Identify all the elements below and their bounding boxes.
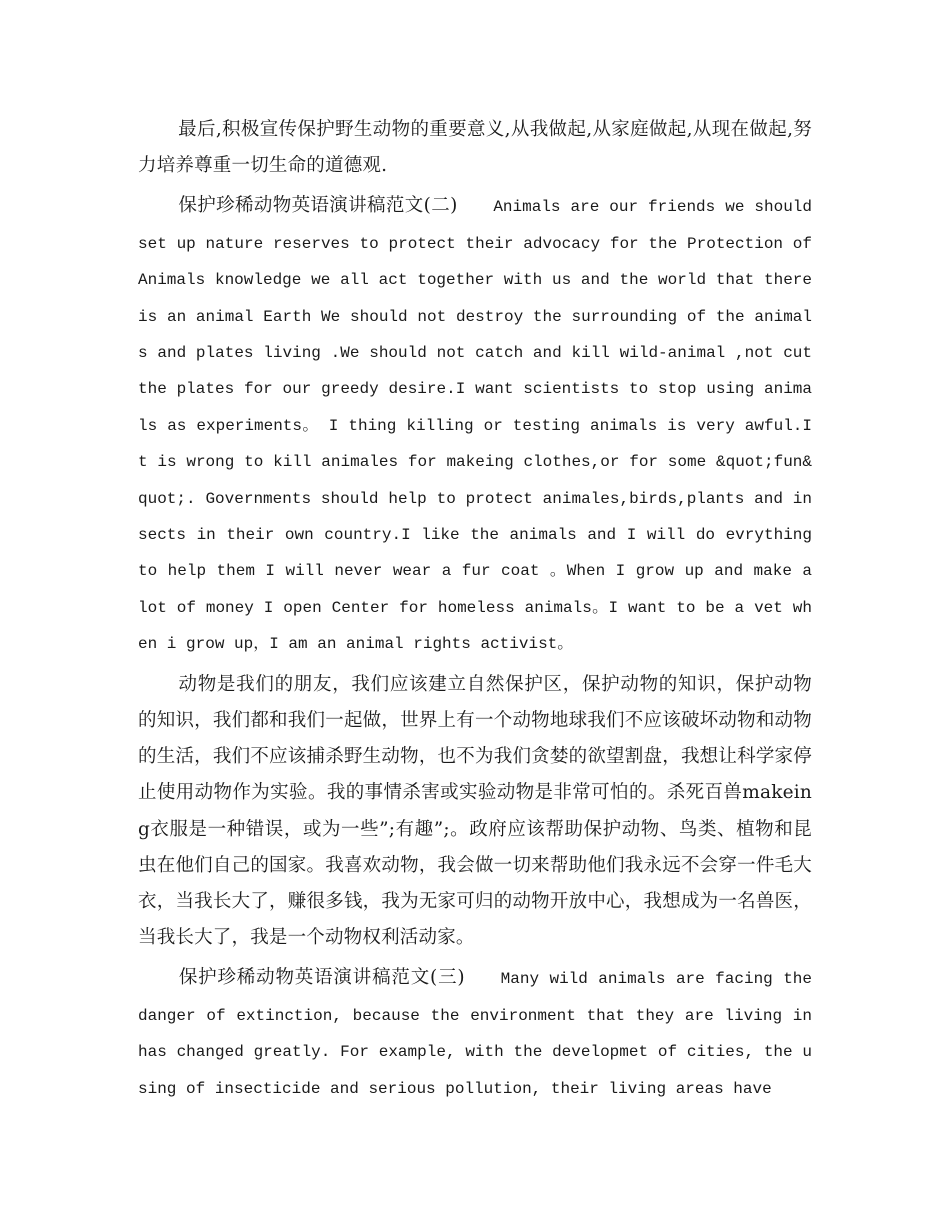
paragraph-text: Many wild animals are facing the danger of extinction, because the environment that they are living in has changed greatly. For example, with the developmet of cities, the using of insecticide and serious pollution, their living areas have [138,970,813,1098]
section-heading: 保护珍稀动物英语演讲稿范文(二) [178,195,458,217]
paragraph-text: 最后,积极宣传保护野生动物的重要意义,从我做起,从家庭做起,从现在做起,努力培养尊重一切生命的道德观. [138,119,812,177]
paragraph-text: 动物是我们的朋友，我们应该建立自然保护区，保护动物的知识，保护动物的知识，我们都和我们一起做，世界上有一个动物地球我们不应该破坏动物和动物的生活，我们不应该捕杀野生动物，也不为我们贪婪的欲望割盘，我想让科学家停止使用动物作为实验。我的事情杀害或实验动物是非常可怕的。杀死百兽makeing衣服是一种错误，或为一些”;有趣”;。政府应该帮助保护动物、鸟类、植物和昆虫在他们自己的国家。我喜欢动物，我会做一切来帮助他们我永远不会穿一件毛大衣，当我长大了，赚很多钱，我为无家可归的动物开放中心，我想成为一名兽医，当我长大了，我是一个动物权利活动家。 [138,673,812,949]
section-heading: 保护珍稀动物英语演讲稿范文(三) [178,967,465,989]
document-body [138,112,812,1107]
paragraph-speech-three [138,960,812,1107]
paragraph-text: Animals are our friends we should set up nature reserves to protect their advocacy for the Protection of Animals knowledge we all act together with us and the world that there is an animal Earth We should not destroy the surrounding of the animals and plates living .We should not catch and kill wild-animal ,not cut the plates for our greedy desire.I want scientists to stop using animals as experiments。 I thing killing or testing animals is very awful.It is wrong to kill animales for makeing clothes,or for some &quot;fun&quot;. Governments should help to protect animales,birds,plants and insects in their own country.I like the animals and I will do evrything to help them I will never wear a fur coat 。When I grow up and make a lot of money I open Center for homeless animals。I want to be a vet when i grow up，I am an animal rights activist。 [138,198,812,654]
paragraph-speech-two [138,188,812,662]
paragraph-conclusion [138,112,812,184]
paragraph-translation [138,667,812,957]
